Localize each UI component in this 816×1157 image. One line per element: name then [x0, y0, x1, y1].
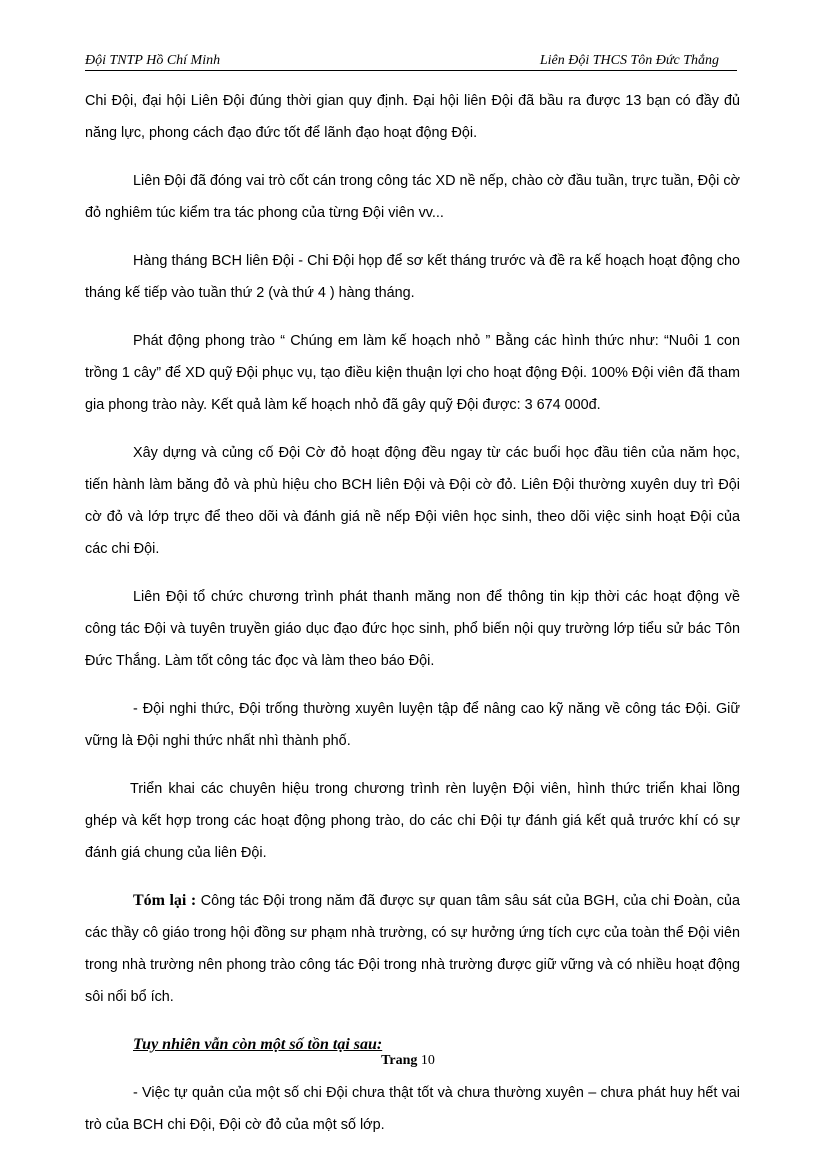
- document-body: [85, 85, 740, 1157]
- summary-text: Công tác Đội trong năm đã được sự quan tâm sâu sát của BGH, của chi Đoàn, của các thầy cô giáo trong hội đồng sư phạm nhà trường, có sự hưởng ứng tích cực của toàn thể Đội viên trong nhà trường nên phong trào công tác Đội trong nhà trường được giữ vững và có nhiều hoạt động sôi nổi bổ ích.: [85, 893, 741, 1005]
- paragraph-ceremony-team: - Đội nghi thức, Đội trống thường xuyên luyện tập để nâng cao kỹ năng về công tác Đội. Giữ vững là Đội nghi thức nhất nhì thành phố.: [85, 701, 740, 749]
- paragraph-broadcast: Liên Đội tổ chức chương trình phát thanh măng non để thông tin kịp thời các hoạt động về công tác Đội và tuyên truyền giáo dục đạo đức học sinh, phổ biến nội quy trường lớp tiểu sử bác Tôn Đức Thắng. Làm tốt công tác đọc và làm theo báo Đội.: [85, 589, 740, 669]
- header-organization: Đội TNTP Hồ Chí Minh: [85, 53, 221, 68]
- paragraph-red-flag-team: Xây dựng và củng cố Đội Cờ đỏ hoạt động đều ngay từ các buổi học đầu tiên của năm học, tiến hành làm băng đỏ và phù hiệu cho BCH liên Đội và Đội cờ đỏ. Liên Đội thường xuyên duy trì Đội cờ đỏ và lớp trực để theo dõi và đánh giá nề nếp Đội viên học sinh, theo dõi việc sinh hoạt Đội của các chi Đội.: [85, 445, 740, 557]
- summary-label: Tóm lại :: [133, 892, 197, 909]
- paragraph-role: Liên Đội đã đóng vai trò cốt cán trong công tác XD nề nếp, chào cờ đầu tuần, trực tuần, Đội cờ đỏ nghiêm túc kiểm tra tác phong của từng Đội viên vv...: [85, 173, 740, 221]
- section-title: Tuy nhiên vẫn còn một số tồn tại sau:: [133, 1036, 383, 1053]
- paragraph-small-plan-campaign: Phát động phong trào “ Chúng em làm kế hoạch nhỏ ” Bằng các hình thức như: “Nuôi 1 con trồng 1 cây” để XD quỹ Đội phục vụ, tạo điều kiện thuận lợi cho hoạt động Đội. 100% Đội viên đã tham gia phong trào này. Kết quả làm kế hoạch nhỏ đã gây quỹ Đội được: 3 674 000đ.: [85, 333, 740, 413]
- paragraph-monthly-meeting: Hàng tháng BCH liên Đội - Chi Đội họp để sơ kết tháng trước và đề ra kế hoạch hoạt động cho tháng kế tiếp vào tuần thứ 2 (và thứ 4 ) hàng tháng.: [85, 253, 740, 301]
- paragraph-shortcoming: - Việc tự quản của một số chi Đội chưa thật tốt và chưa thường xuyên – chưa phát huy hết vai trò của BCH chi Đội, Đội cờ đỏ của một số lớp.: [85, 1085, 740, 1133]
- page-header: [85, 52, 737, 71]
- paragraph-continuation: Chi Đội, đại hội Liên Đội đúng thời gian quy định. Đại hội liên Đội đã bầu ra được 13 bạn có đầy đủ năng lực, phong cách đạo đức tốt để lãnh đạo hoạt động Đội.: [85, 93, 740, 141]
- paragraph-badges: Triển khai các chuyên hiệu trong chương trình rèn luyện Đội viên, hình thức triển khai lồng ghép và kết hợp trong các hoạt động phong trào, do các chi Đội tự đánh giá kết quả trước khí có sự đánh giá chung của liên Đội.: [85, 781, 740, 861]
- page-number: 10: [420, 1053, 435, 1068]
- page-label: Trang: [381, 1053, 418, 1068]
- page-footer: [0, 1053, 816, 1069]
- header-school: Liên Đội THCS Tôn Đức Thắng: [539, 53, 719, 68]
- paragraph-summary: [85, 885, 740, 1013]
